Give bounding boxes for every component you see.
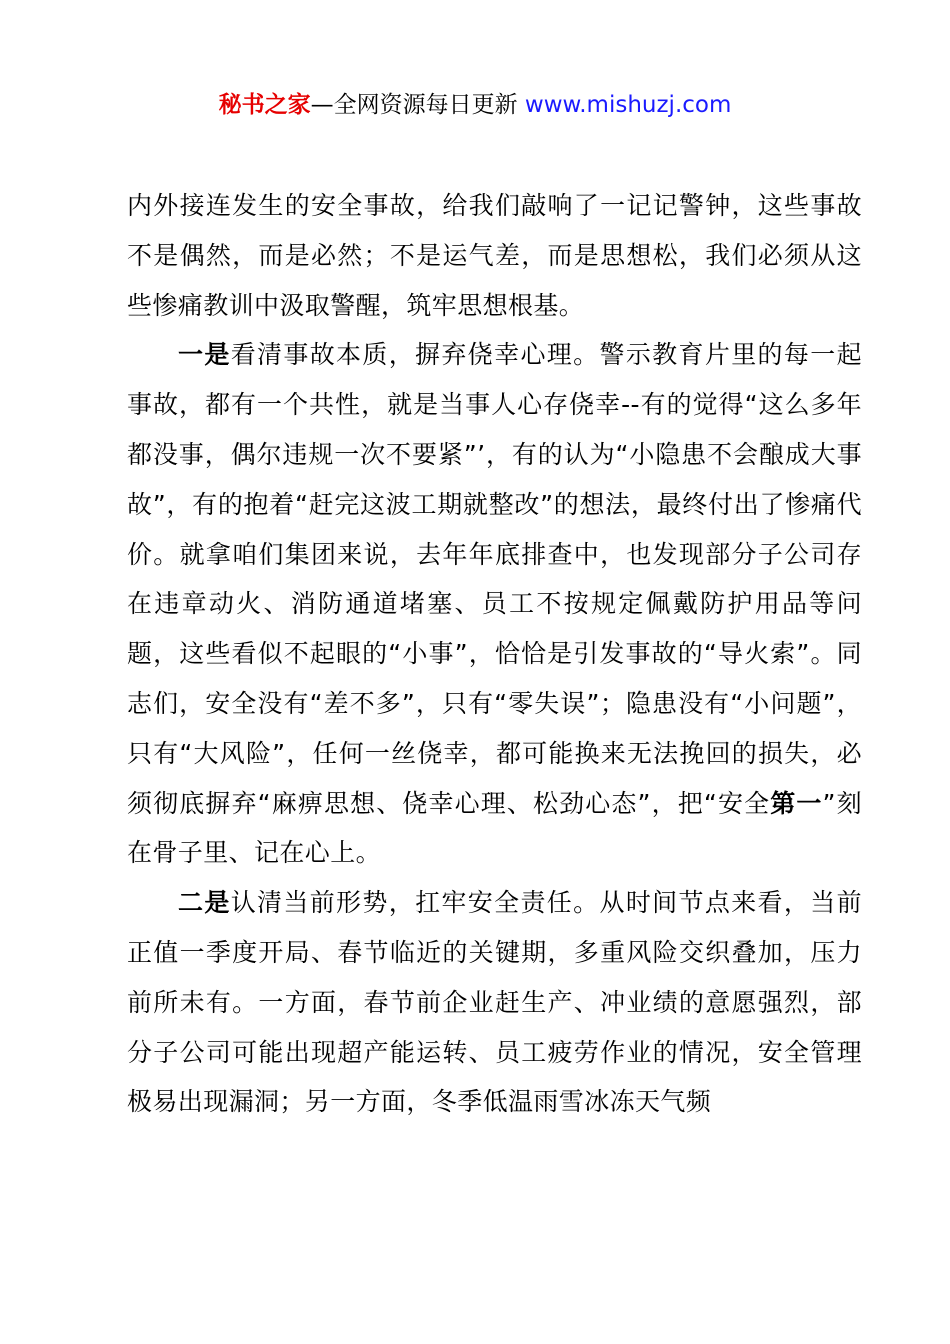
header-slogan: —全网资源每日更新: [310, 92, 518, 118]
site-header: [0, 88, 950, 122]
point-one-text: 看清事故本质，摒弃侥幸心理。警示教育片里的每一起事故，都有一个共性，就是当事人心存侥幸--有的觉得“这么多年都没事，偶尔违规一次不要紧”’，有的认为“小隐患不会酿成大事故”，有的抱着“赶完这波工期就整改”的想法，最终付出了惨痛代价。就拿咱们集团来说，去年年底排查中，也发现部分子公司存在违章动火、消防通道堵塞、员工不按规定佩戴防护用品等问题，这些看似不起眼的“小事”，恰恰是引发事故的“导火索”。同志们，安全没有“差不多”，只有“零失误”；隐患没有“小问题”，只有“大风险”，任何一丝侥幸，都可能换来无法挽回的损失，必须彻底摒弃“麻痹思想、侥幸心理、松劲心态”，把“安全: [127, 340, 862, 818]
point-two-text: 认清当前形势，扛牢安全责任。从时间节点来看，当前正值一季度开局、春节临近的关键期，多重风险交织叠加，压力前所未有。一方面，春节前企业赶生产、冲业绩的意愿强烈，部分子公司可能出现超产能运转、员工疲劳作业的情况，安全管理极易出现漏洞；另一方面，冬季低温雨雪冰冻天气频: [127, 888, 862, 1117]
point-one-emphasis: 第一: [770, 788, 823, 818]
document-body: [127, 181, 862, 1127]
point-two-lead: 二是: [178, 888, 231, 918]
paragraph-point-one: [127, 330, 862, 878]
point-one-tail: ”刻在骨子里、记在心上。: [127, 788, 862, 868]
site-url-link[interactable]: www.mishuzj.com: [524, 92, 732, 118]
paragraph-intro: 内外接连发生的安全事故，给我们敲响了一记记警钟，这些事故不是偶然，而是必然；不是运气差，而是思想松，我们必须从这些惨痛教训中汲取警醒，筑牢思想根基。: [127, 191, 862, 320]
paragraph-point-two: [127, 878, 862, 1127]
point-one-lead: 一是: [178, 340, 231, 370]
brand-name: 秘书之家: [218, 92, 311, 118]
